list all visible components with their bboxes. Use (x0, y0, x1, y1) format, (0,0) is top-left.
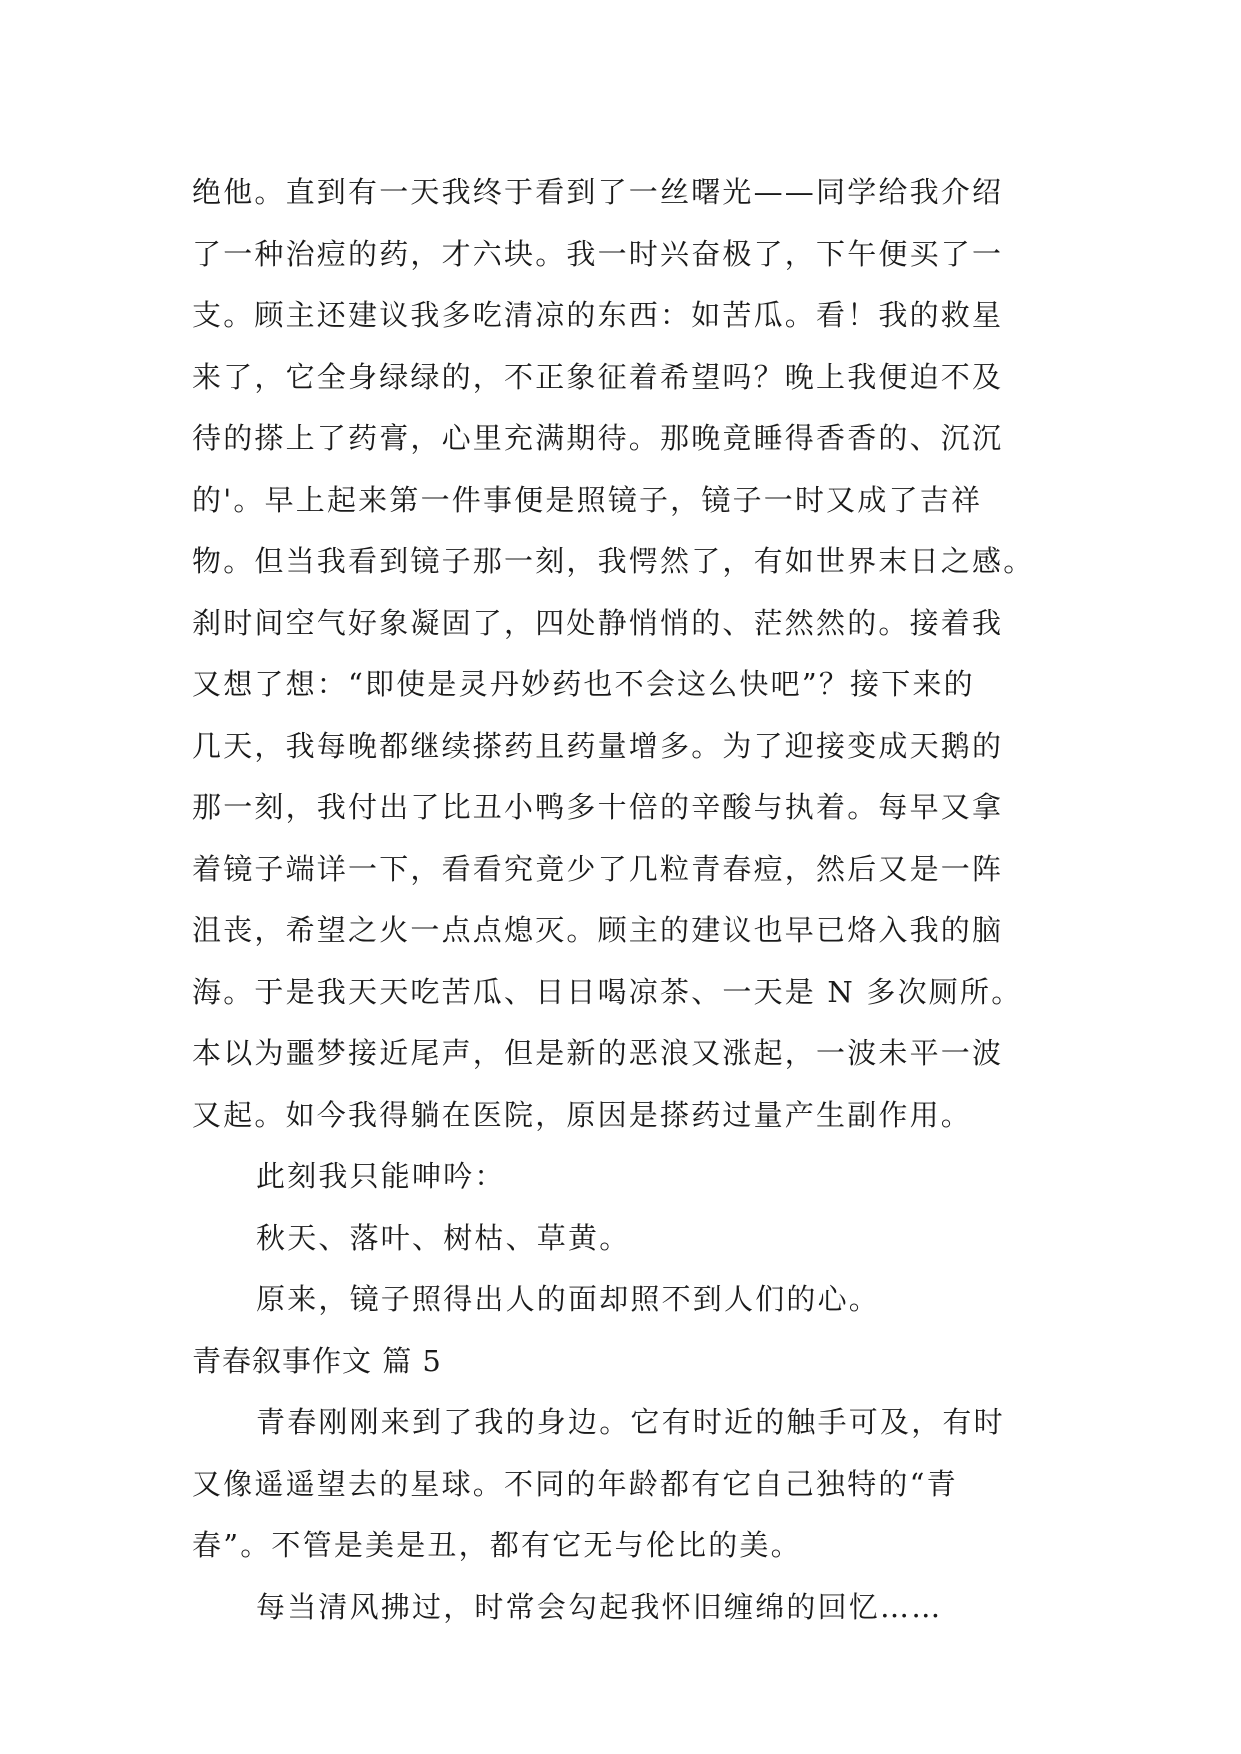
text-line: 本以为噩梦接近尾声，但是新的恶浪又涨起，一波未平一波 (192, 1036, 1004, 1070)
text-line: 绝他。直到有一天我终于看到了一丝曙光——同学给我介绍 (192, 175, 1004, 209)
paragraph-moan: 此刻我只能呻吟： (256, 1159, 506, 1193)
text-line: 沮丧，希望之火一点点熄灭。顾主的建议也早已烙入我的脑 (192, 913, 1004, 947)
text-line: 着镜子端详一下，看看究竟少了几粒青春痘，然后又是一阵 (192, 851, 1004, 886)
text-line: 又起。如今我得躺在医院，原因是搽药过量产生副作用。 (192, 1097, 973, 1132)
text-line: 春”。不管是美是丑，都有它无与伦比的美。 (192, 1528, 802, 1562)
section-heading: 青春叙事作文 篇 5 (192, 1343, 442, 1378)
text-line: 青春刚刚来到了我的身边。它有时近的触手可及，有时 (256, 1405, 1005, 1439)
text-line: 支。顾主还建议我多吃清凉的东西：如苦瓜。看！我的救星 (192, 298, 1004, 332)
text-line: 几天，我每晚都继续搽药且药量增多。为了迎接变成天鹅的 (192, 728, 1004, 763)
text-line: 物。但当我看到镜子那一刻，我愕然了，有如世界末日之感。 (192, 544, 1035, 578)
paragraph-mirror: 原来，镜子照得出人的面却照不到人们的心。 (256, 1282, 881, 1316)
paragraph-breeze: 每当清风拂过，时常会勾起我怀旧缠绵的回忆…… (256, 1589, 943, 1624)
text-line: 海。于是我天天吃苦瓜、日日喝凉茶、一天是 N 多次厕所。 (192, 974, 1023, 1009)
text-line: 待的搽上了药膏，心里充满期待。那晚竟睡得香香的、沉沉 (192, 421, 1004, 455)
text-line: 刹时间空气好象凝固了，四处静悄悄的、茫然然的。接着我 (192, 605, 1004, 640)
text-line: 那一刻，我付出了比丑小鸭多十倍的辛酸与执着。每早又拿 (192, 790, 1004, 824)
paragraph-autumn: 秋天、落叶、树枯、草黄。 (256, 1220, 631, 1255)
text-line: 又想了想：“即使是灵丹妙药也不会这么快吧”？接下来的 (192, 667, 975, 701)
text-line: 了一种治痘的药，才六块。我一时兴奋极了，下午便买了一 (192, 236, 1004, 271)
document-page (192, 162, 1062, 1638)
text-line: 来了，它全身绿绿的，不正象征着希望吗？晚上我便迫不及 (192, 359, 1004, 394)
text-line: 的'。早上起来第一件事便是照镜子，镜子一时又成了吉祥 (192, 482, 983, 517)
text-line: 又像遥遥望去的星球。不同的年龄都有它自己独特的“青 (192, 1466, 958, 1501)
